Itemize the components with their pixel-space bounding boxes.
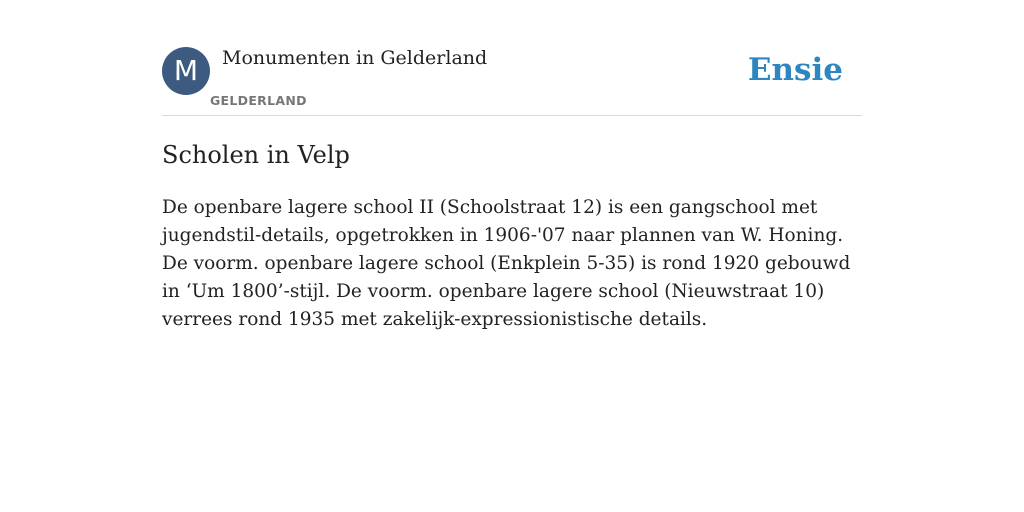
category-link[interactable]: GELDERLAND [210, 93, 307, 108]
article-title: Scholen in Velp [162, 141, 350, 169]
book-avatar[interactable]: M [162, 47, 210, 95]
article-body: De openbare lagere school II (Schoolstraat 12) is een gangschool met jugendstil-details, opgetrokken in 1906-'07 naar plannen van W. Honing. De voorm. openbare lagere school (Enkplein 5-35) is rond 1920 gebouwd in ‘Um 1800’-stijl. De voorm. openbare lagere school (Nieuwstraat 10) verrees rond 1935 met zakelijk-expressionistische details. [162, 197, 851, 330]
page-container [162, 0, 862, 334]
brand-logo[interactable]: Ensie [747, 52, 843, 88]
page-header [162, 0, 862, 116]
book-title-link[interactable]: Monumenten in Gelderland [222, 47, 488, 69]
